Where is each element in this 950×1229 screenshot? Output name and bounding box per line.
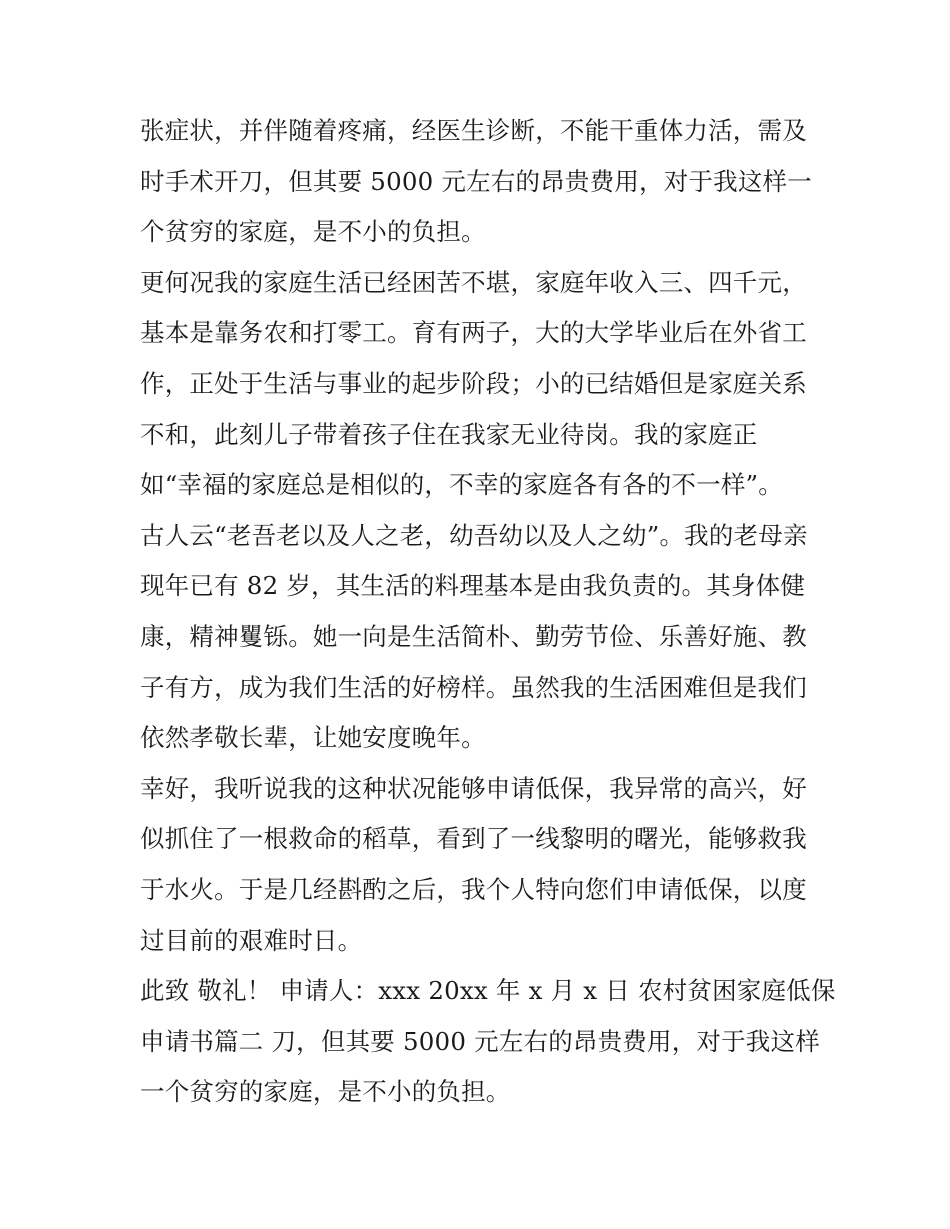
text-line: 作，正处于生活与事业的起步阶段；小的已结婚但是家庭关系 [140, 368, 807, 398]
text-line: 时手术开刀，但其要 5000 元左右的昂贵费用，对于我这样一 [140, 166, 812, 196]
text-line: 一个贫穷的家庭，是不小的负担。 [140, 1077, 511, 1107]
text-line: 如“幸福的家庭总是相似的，不幸的家庭各有各的不一样”。 [140, 470, 783, 500]
text-line: 过目前的艰难时日。 [140, 925, 363, 955]
text-line: 申请书篇二 刀，但其要 5000 元左右的昂贵费用，对于我这样 [140, 1026, 820, 1056]
text-line: 似抓住了一根救命的稻草，看到了一线黎明的曙光，能够救我 [140, 824, 807, 854]
text-line: 依然孝敬长辈，让她安度晚年。 [140, 723, 486, 753]
text-line: 古人云“老吾老以及人之老，幼吾幼以及人之幼”。我的老母亲 [140, 520, 808, 550]
text-line: 子有方，成为我们生活的好榜样。虽然我的生活困难但是我们 [140, 672, 807, 702]
body-text [140, 106, 836, 1118]
text-line: 不和，此刻儿子带着孩子住在我家无业待岗。我的家庭正 [140, 419, 758, 449]
text-line: 更何况我的家庭生活已经困苦不堪，家庭年收入三、四千元， [140, 267, 807, 297]
text-line: 康，精神矍铄。她一向是生活简朴、勤劳节俭、乐善好施、教 [140, 621, 807, 651]
text-line: 此致 敬礼！ 申请人：xxx 20xx 年 x 月 x 日 农村贫困家庭低保 [140, 976, 836, 1006]
text-line: 幸好，我听说我的这种状况能够申请低保，我异常的高兴，好 [140, 773, 807, 803]
text-line: 基本是靠务农和打零工。育有两子，大的大学毕业后在外省工 [140, 318, 807, 348]
text-line: 张症状，并伴随着疼痛，经医生诊断，不能干重体力活，需及 [140, 116, 807, 145]
text-line: 现年已有 82 岁，其生活的料理基本是由我负责的。其身体健 [140, 571, 806, 601]
text-line: 于水火。于是几经斟酌之后，我个人特向您们申请低保，以度 [140, 874, 807, 904]
text-line: 个贫穷的家庭，是不小的负担。 [140, 217, 486, 247]
